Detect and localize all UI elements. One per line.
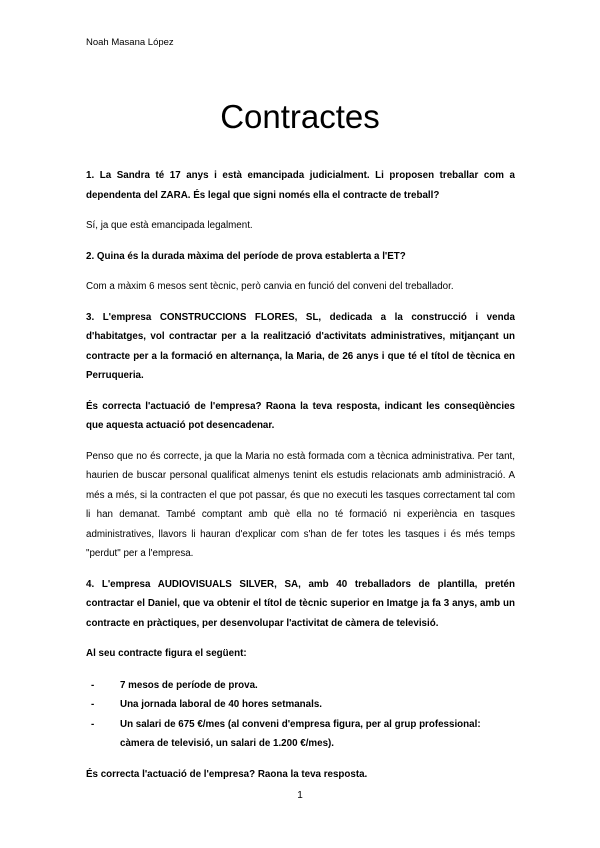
question-3-subquestion: És correcta l'actuació de l'empresa? Raona la teva resposta, indicant les conseqüències que aquesta actuació pot desencadenar. xyxy=(86,400,515,431)
question-3: 3. L'empresa CONSTRUCCIONS FLORES, SL, dedicada a la construcció i venda d'habitatges, vol contractar per a la realització d'activitats administratives, mitjançant un contracte per a la formació en alternança, la Maria, de 26 anys i que té el títol de tècnica en Perruqueria. xyxy=(86,311,515,381)
document-author: Noah Masana López xyxy=(86,37,174,48)
answer-2: Com a màxim 6 mesos sent tècnic, però canvia en funció del conveni del treballador. xyxy=(86,281,454,292)
question-1: 1. La Sandra té 17 anys i està emancipada judicialment. Li proposen treballar com a dependenta del ZARA. És legal que signi només ella el contracte de treball? xyxy=(86,170,515,201)
list-item xyxy=(86,695,515,715)
bullet-dash: - xyxy=(91,679,95,691)
document-title: Contractes xyxy=(220,98,380,135)
question-4: 4. L'empresa AUDIOVISUALS SILVER, SA, amb 40 treballadors de plantilla, pretén contractar el Daniel, que va obtenir el títol de tècnic superior en Imatge ja fa 3 anys, amb un contracte en pràctiques, per desenvolupar l'activitat de càmera de televisió. xyxy=(86,578,515,629)
question-4-intro: Al seu contracte figura el següent: xyxy=(86,648,247,659)
bullet-dash: - xyxy=(91,699,95,710)
page-number: 1 xyxy=(297,790,303,801)
bullet-dash: - xyxy=(91,718,95,730)
answer-1: Sí, ja que està emancipada legalment. xyxy=(86,220,253,231)
list-item xyxy=(86,715,515,754)
question-4-subquestion: És correcta l'actuació de l'empresa? Raona la teva resposta. xyxy=(86,768,368,780)
contract-terms-list xyxy=(86,676,515,754)
question-2: 2. Quina és la durada màxima del període de prova establerta a l'ET? xyxy=(86,250,406,262)
list-item-text: Una jornada laboral de 40 hores setmanals. xyxy=(120,699,322,710)
answer-3: Penso que no és correcte, ja que la Maria no està formada com a tècnica administrativa. Per tant, haurien de buscar personal qualificat almenys tenint els estudis relacionats amb administració. A més a més, si la contracten el que pot passar, és que no executi les tasques correctament tal com li han demanat. També comptant amb què ella no té formació ni experiència en tasques administratives, llavors li hauran d'explicar com s'han de fer totes les tasques i és més temps "perdut" per a l'empresa. xyxy=(86,450,515,559)
list-item xyxy=(86,676,515,696)
document-body xyxy=(86,166,515,795)
list-item-text: 7 mesos de període de prova. xyxy=(120,679,258,691)
list-item-text: Un salari de 675 €/mes (al conveni d'empresa figura, per al grup professional: càmera de televisió, un salari de 1.200 €/mes). xyxy=(120,718,481,749)
